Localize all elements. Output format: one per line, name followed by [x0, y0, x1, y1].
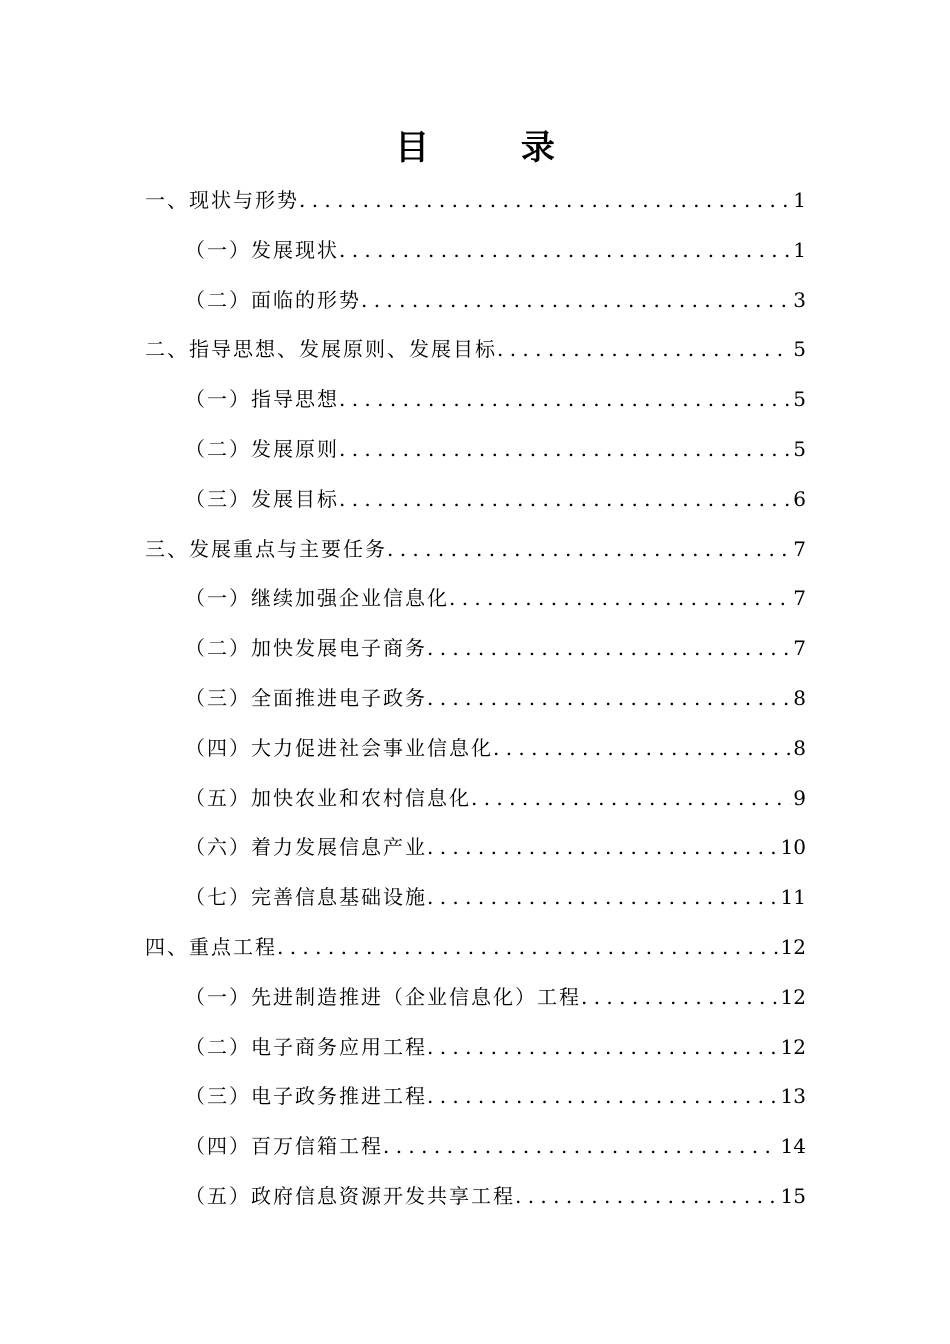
toc-entry-text: 二、指导思想、发展原则、发展目标: [145, 337, 497, 361]
toc-dot-leader: [339, 379, 791, 419]
toc-entry[interactable]: [185, 877, 806, 917]
toc-entry-text: （二）电子商务应用工程: [185, 1035, 427, 1059]
toc-entry[interactable]: [185, 827, 806, 867]
toc-entry-text: （二）加快发展电子商务: [185, 636, 427, 660]
toc-entry-text: （六）着力发展信息产业: [185, 835, 427, 859]
toc-entry-text: （五）政府信息资源开发共享工程: [185, 1184, 515, 1208]
toc-entry[interactable]: [145, 529, 806, 569]
toc-page-number: 12: [780, 985, 806, 1009]
toc-entry-text: （五）加快农业和农村信息化: [185, 786, 471, 810]
toc-dot-leader: [493, 728, 791, 768]
toc-entry[interactable]: [185, 1126, 806, 1166]
toc-dot-leader: [427, 827, 779, 867]
toc-entry[interactable]: [145, 329, 806, 369]
toc-page-number: 3: [793, 288, 806, 312]
toc-entry-text: 三、发展重点与主要任务: [145, 537, 387, 561]
toc-dot-leader: [339, 479, 791, 519]
toc-page-number: 1: [793, 188, 806, 212]
toc-dot-leader: [361, 280, 791, 320]
toc-entry[interactable]: [145, 927, 806, 967]
toc-page-number: 8: [793, 686, 806, 710]
toc-entry-text: （三）全面推进电子政务: [185, 686, 427, 710]
toc-entry-text: （七）完善信息基础设施: [185, 885, 427, 909]
toc-entry[interactable]: [185, 977, 806, 1017]
toc-dot-leader: [339, 429, 791, 469]
toc-entry[interactable]: [185, 479, 806, 519]
toc-entry-text: （一）指导思想: [185, 387, 339, 411]
toc-page-number: 5: [793, 437, 806, 461]
toc-entry-text: （三）发展目标: [185, 487, 339, 511]
toc-entry-text: （三）电子政务推进工程: [185, 1084, 427, 1108]
toc-dot-leader: [449, 578, 791, 618]
toc-entry[interactable]: [185, 678, 806, 718]
toc-entry[interactable]: [145, 180, 806, 220]
toc-dot-leader: [427, 1027, 779, 1067]
toc-dot-leader: [427, 628, 791, 668]
toc-entry-text: （一）发展现状: [185, 238, 339, 262]
toc-entry-text: （一）先进制造推进（企业信息化）工程: [185, 985, 581, 1009]
toc-entry-text: 四、重点工程: [145, 935, 277, 959]
toc-page-number: 5: [793, 387, 806, 411]
toc-page-number: 5: [793, 337, 806, 361]
toc-page-number: 10: [780, 835, 806, 859]
toc-dot-leader: [427, 877, 779, 917]
toc-title: 目 录: [395, 128, 595, 168]
toc-entry[interactable]: [185, 728, 806, 768]
toc-entry[interactable]: [185, 280, 806, 320]
toc-entry[interactable]: [185, 1076, 806, 1116]
toc-page-number: 12: [780, 935, 806, 959]
toc-page-number: 9: [793, 786, 806, 810]
toc-entry[interactable]: [185, 429, 806, 469]
toc-page-number: 6: [793, 487, 806, 511]
toc-page-number: 14: [780, 1134, 806, 1158]
toc-dot-leader: [277, 927, 779, 967]
toc-dot-leader: [427, 678, 791, 718]
toc-entry-text: （四）大力促进社会事业信息化: [185, 736, 493, 760]
toc-page-number: 12: [780, 1035, 806, 1059]
toc-dot-leader: [299, 180, 791, 220]
toc-page-number: 7: [793, 537, 806, 561]
toc-page-number: 1: [793, 238, 806, 262]
toc-entry[interactable]: [185, 578, 806, 618]
toc-dot-leader: [581, 977, 779, 1017]
toc-entry[interactable]: [185, 1027, 806, 1067]
toc-dot-leader: [471, 778, 791, 818]
toc-dot-leader: [515, 1176, 779, 1216]
toc-page-number: 13: [780, 1084, 806, 1108]
toc-dot-leader: [339, 230, 791, 270]
toc-dot-leader: [497, 329, 791, 369]
toc-entry[interactable]: [185, 628, 806, 668]
toc-page-number: 15: [780, 1184, 806, 1208]
toc-dot-leader: [387, 529, 791, 569]
toc-page-number: 7: [793, 636, 806, 660]
toc-page-number: 11: [780, 885, 806, 909]
toc-entry-text: 一、现状与形势: [145, 188, 299, 212]
toc-entry[interactable]: [185, 379, 806, 419]
toc-page-number: 7: [793, 586, 806, 610]
toc-dot-leader: [383, 1126, 779, 1166]
toc-entry[interactable]: [185, 778, 806, 818]
toc-entry-text: （二）面临的形势: [185, 288, 361, 312]
toc-entry-text: （一）继续加强企业信息化: [185, 586, 449, 610]
toc-dot-leader: [427, 1076, 779, 1116]
toc-page-number: 8: [793, 736, 806, 760]
toc-entry-text: （四）百万信箱工程: [185, 1134, 383, 1158]
toc-entry[interactable]: [185, 230, 806, 270]
toc-entry-text: （二）发展原则: [185, 437, 339, 461]
toc-entry[interactable]: [185, 1176, 806, 1216]
